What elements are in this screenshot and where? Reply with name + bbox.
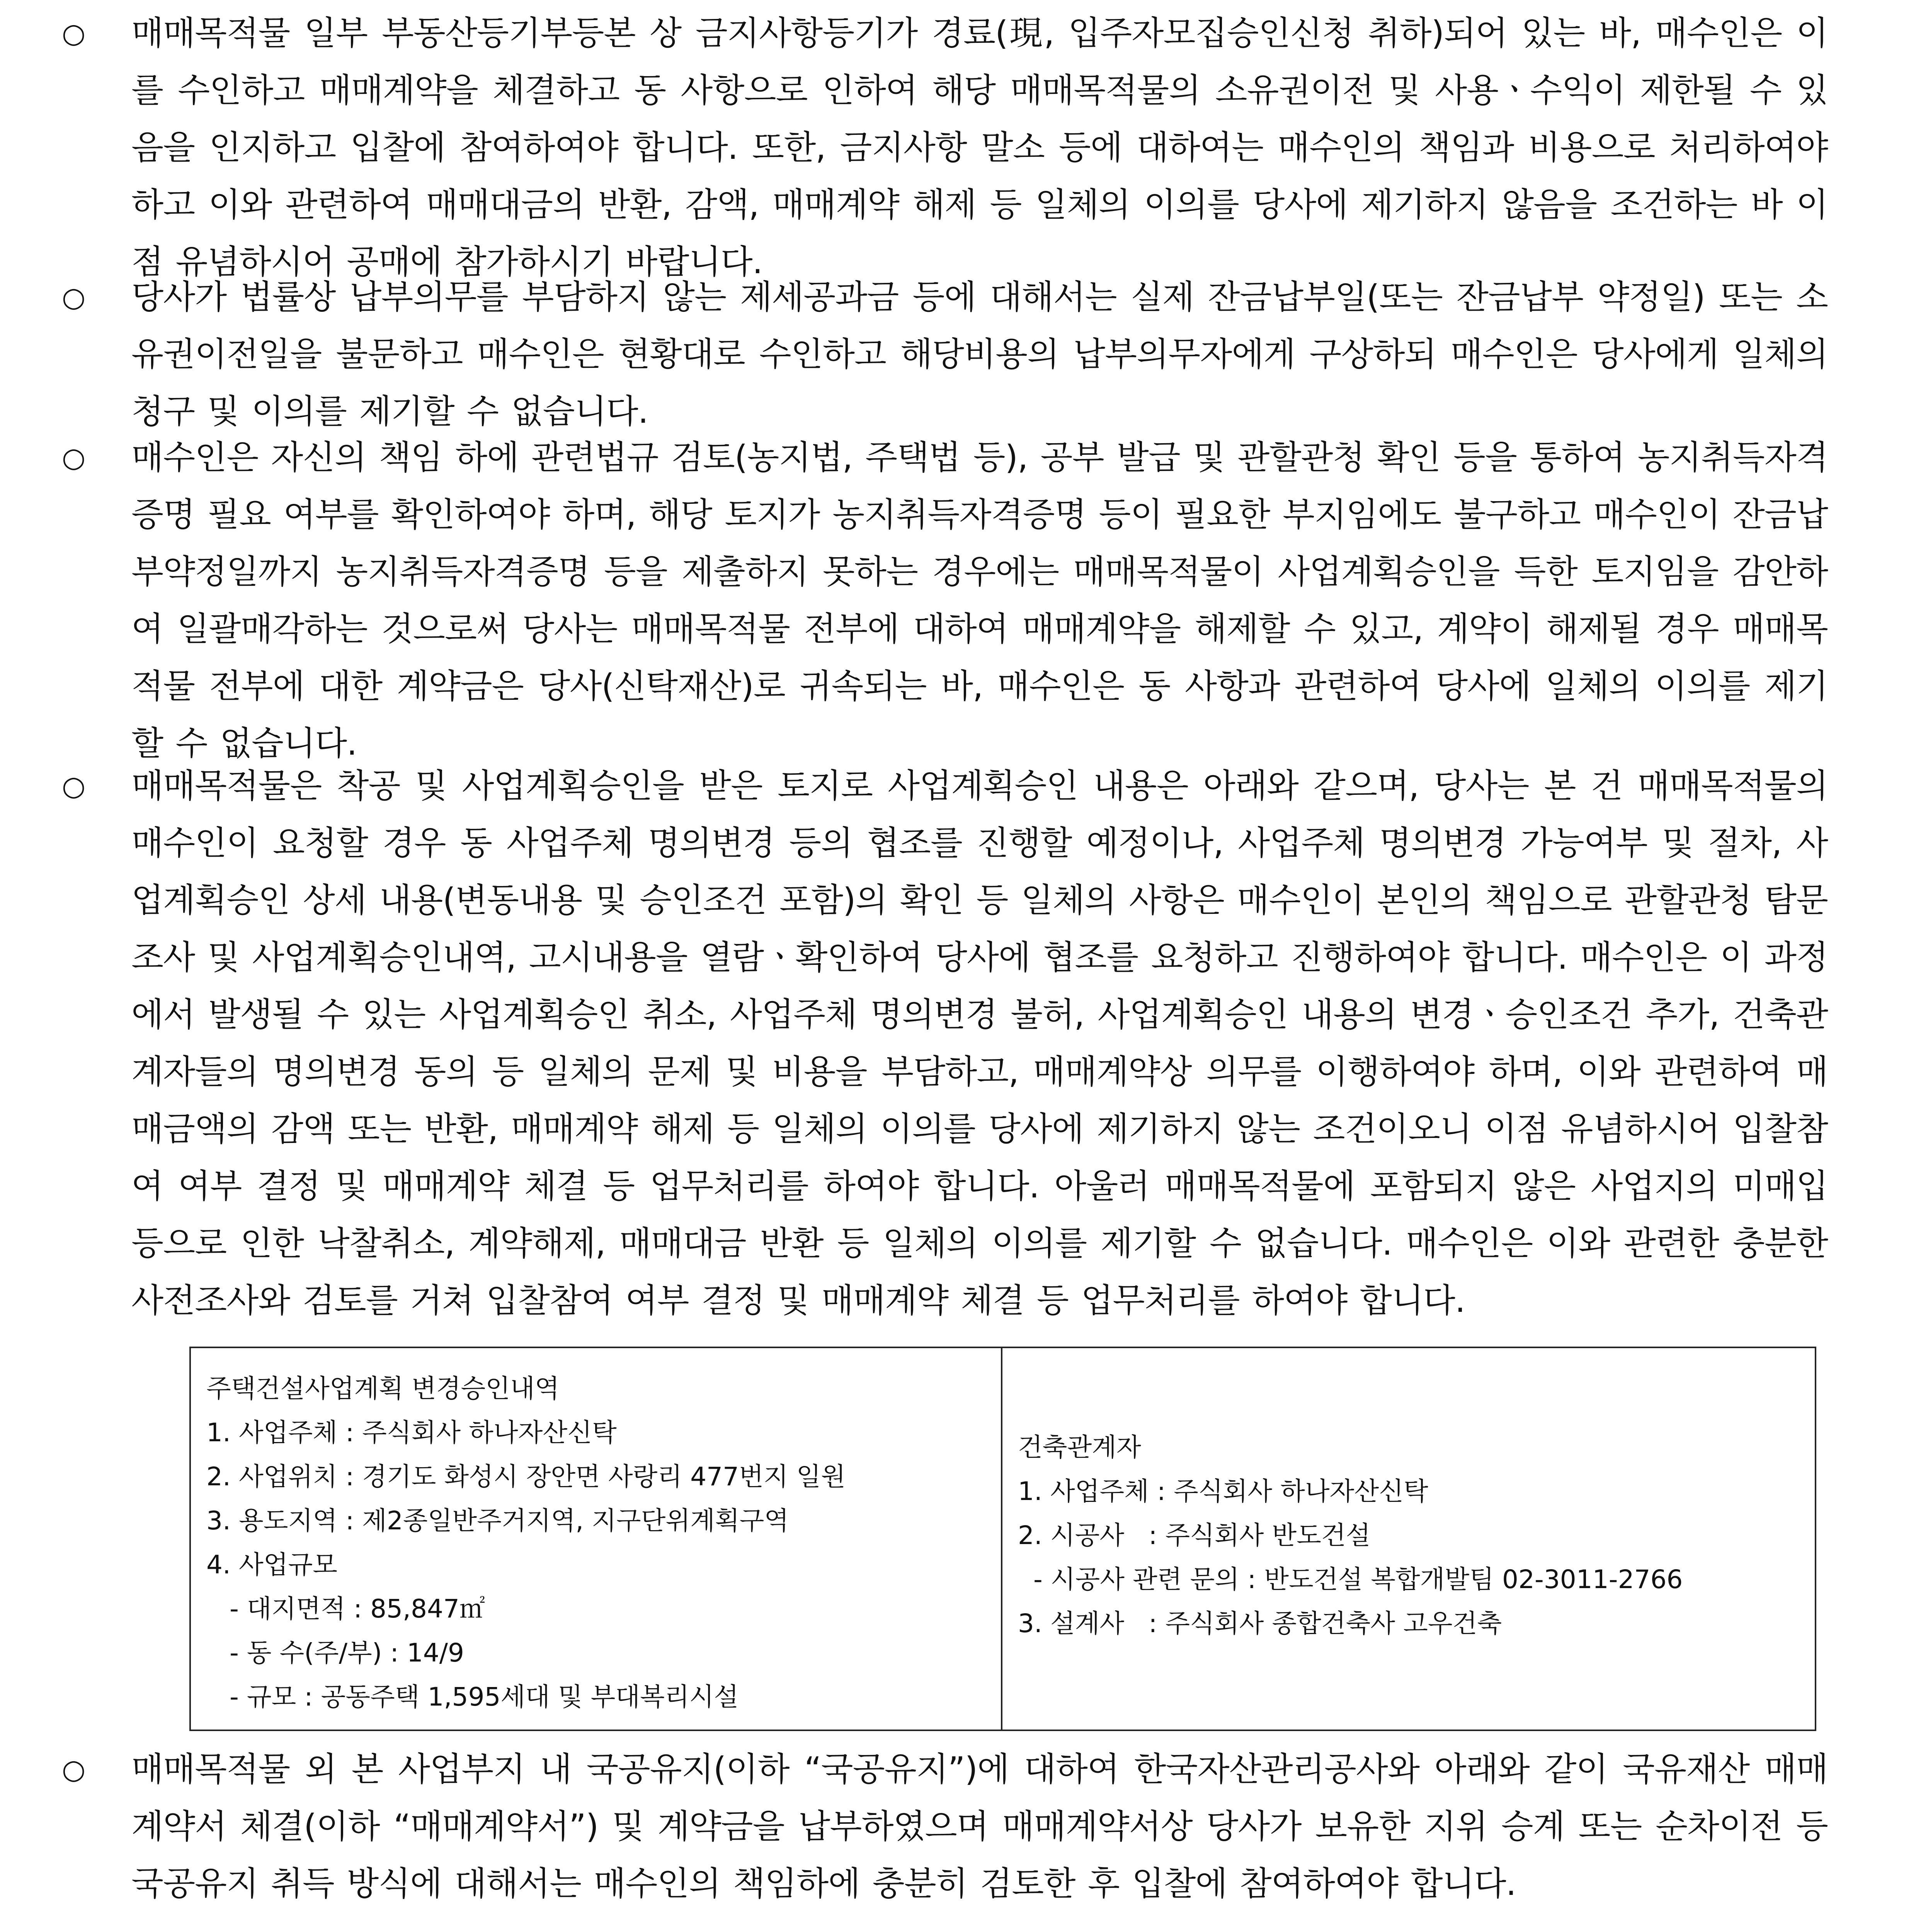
- paragraph-prohibition-registration: [62, 5, 1828, 291]
- stakeholder-item: 1. 사업주체 : 주식회사 하나자산신탁: [1018, 1476, 1428, 1506]
- paragraph-taxes: [62, 269, 1828, 440]
- stakeholder-item: 3. 설계사 : 주식회사 종합건축사 고우건축: [1018, 1609, 1502, 1638]
- paragraph-text: 당사가 법률상 납부의무를 부담하지 않는 제세공과금 등에 대해서는 실제 잔금납부일(또는 잔금납부 약정일) 또는 소유권이전일을 불문하고 매수인은 현황대로 수인하고 해당비용의 납부의무자에게 구상하되 매수인은 당사에게 일체의 청구 및 이의를 제기할 수 없습니다.: [131, 278, 1828, 431]
- approval-item: 3. 용도지역 : 제2종일반주거지역, 지구단위계획구역: [206, 1506, 789, 1536]
- bullet-icon: ○: [62, 17, 86, 49]
- approval-item: 1. 사업주체 : 주식회사 하나자산신탁: [206, 1418, 617, 1447]
- paragraph-text: 매매목적물은 착공 및 사업계획승인을 받은 토지로 사업계획승인 내용은 아래와 같으며, 당사는 본 건 매매목적물의 매수인이 요청할 경우 동 사업주체 명의변경 등의 협조를 진행할 예정이나, 사업주체 명의변경 가능여부 및 절차, 사업계획승인 상세 내용(변동내용 및 승인조건 포함)의 확인 등 일체의 사항은 매수인이 본인의 책임으로 관할관청 탐문조사 및 사업계획승인내역, 고시내용을 열람ㆍ확인하여 당사에 협조를 요청하고 진행하여야 합니다. 매수인은 이 과정에서 발생될 수 있는 사업계획승인 취소, 사업주체 명의변경 불허, 사업계획승인 내용의 변경ㆍ승인조건 추가, 건축관계자들의 명의변경 동의 등 일체의 문제 및 비용을 부담하고, 매매계약상 의무를 이행하여야 하며, 이와 관련하여 매매금액의 감액 또는 반환, 매매계약 해제 등 일체의 이의를 당사에 제기하지 않는 조건이오니 이점 유념하시어 입찰참여 여부 결정 및 매매계약 체결 등 업무처리를 하여야 합니다. 아울러 매매목적물에 포함되지 않은 사업지의 미매입 등으로 인한 낙찰취소, 계약해제, 매매대금 반환 등 일체의 이의를 제기할 수 없습니다. 매수인은 이와 관련한 충분한 사전조사와 검토를 거쳐 입찰참여 여부 결정 및 매매계약 체결 등 업무처리를 하여야 합니다.: [131, 767, 1828, 1320]
- paragraph-public-land: [62, 1741, 1828, 1912]
- paragraph-text: 매매목적물 외 본 사업부지 내 국공유지(이하 “국공유지”)에 대하여 한국자산관리공사와 아래와 같이 국유재산 매매계약서 체결(이하 “매매계약서”) 및 계약금을 납부하였으며 매매계약서상 당사가 보유한 지위 승계 또는 순차이전 등 국공유지 취득 방식에 대해서는 매수인의 책임하에 충분히 검토한 후 입찰에 참여하여야 합니다.: [131, 1750, 1828, 1903]
- approval-sub-item: - 규모 : 공동주택 1,595세대 및 부대복리시설: [230, 1682, 739, 1712]
- approval-title: 주택건설사업계획 변경승인내역: [206, 1374, 560, 1403]
- paragraph-text: 매수인은 자신의 책임 하에 관련법규 검토(농지법, 주택법 등), 공부 발급 및 관할관청 확인 등을 통하여 농지취득자격증명 필요 여부를 확인하여야 하며, 해당 토지가 농지취득자격증명 등이 필요한 부지임에도 불구하고 매수인이 잔금납부약정일까지 농지취득자격증명 등을 제출하지 못하는 경우에는 매매목적물이 사업계획승인을 득한 토지임을 감안하여 일괄매각하는 것으로써 당사는 매매목적물 전부에 대하여 매매계약을 해제할 수 있고, 계약이 해제될 경우 매매목적물 전부에 대한 계약금은 당사(신탁재산)로 귀속되는 바, 매수인은 동 사항과 관련하여 당사에 일체의 이의를 제기할 수 없습니다.: [131, 438, 1828, 763]
- stakeholder-sub-item: - 시공사 관련 문의 : 반도건설 복합개발팀 02-3011-2766: [1033, 1565, 1683, 1594]
- stakeholders-title: 건축관계자: [1018, 1432, 1141, 1462]
- approval-info-box: [189, 1347, 1816, 1731]
- stakeholders-column: [1002, 1348, 1815, 1730]
- approval-item: 4. 사업규모: [206, 1550, 337, 1580]
- stakeholder-item: 2. 시공사 : 주식회사 반도건설: [1018, 1520, 1371, 1550]
- approval-sub-item: - 대지면적 : 85,847㎡: [230, 1594, 485, 1624]
- paragraph-farmland-certificate: [62, 429, 1828, 772]
- paragraph-business-plan-approval: [62, 757, 1828, 1329]
- bullet-icon: ○: [62, 770, 86, 802]
- paragraph-text: 매매목적물 일부 부동산등기부등본 상 금지사항등기가 경료(現, 입주자모집승인신청 취하)되어 있는 바, 매수인은 이를 수인하고 매매계약을 체결하고 동 사항으로 인하여 해당 매매목적물의 소유권이전 및 사용ㆍ수익이 제한될 수 있음을 인지하고 입찰에 참여하여야 합니다. 또한, 금지사항 말소 등에 대하여는 매수인의 책임과 비용으로 처리하여야 하고 이와 관련하여 매매대금의 반환, 감액, 매매계약 해제 등 일체의 이의를 당사에 제기하지 않음을 조건하는 바 이점 유념하시어 공매에 참가하시기 바랍니다.: [131, 14, 1828, 281]
- approval-details-column: [191, 1348, 1002, 1730]
- approval-sub-item: - 동 수(주/부) : 14/9: [230, 1638, 464, 1668]
- bullet-icon: ○: [62, 1753, 86, 1785]
- bullet-icon: ○: [62, 442, 86, 473]
- bullet-icon: ○: [62, 281, 86, 313]
- approval-item: 2. 사업위치 : 경기도 화성시 장안면 사랑리 477번지 일원: [206, 1462, 846, 1492]
